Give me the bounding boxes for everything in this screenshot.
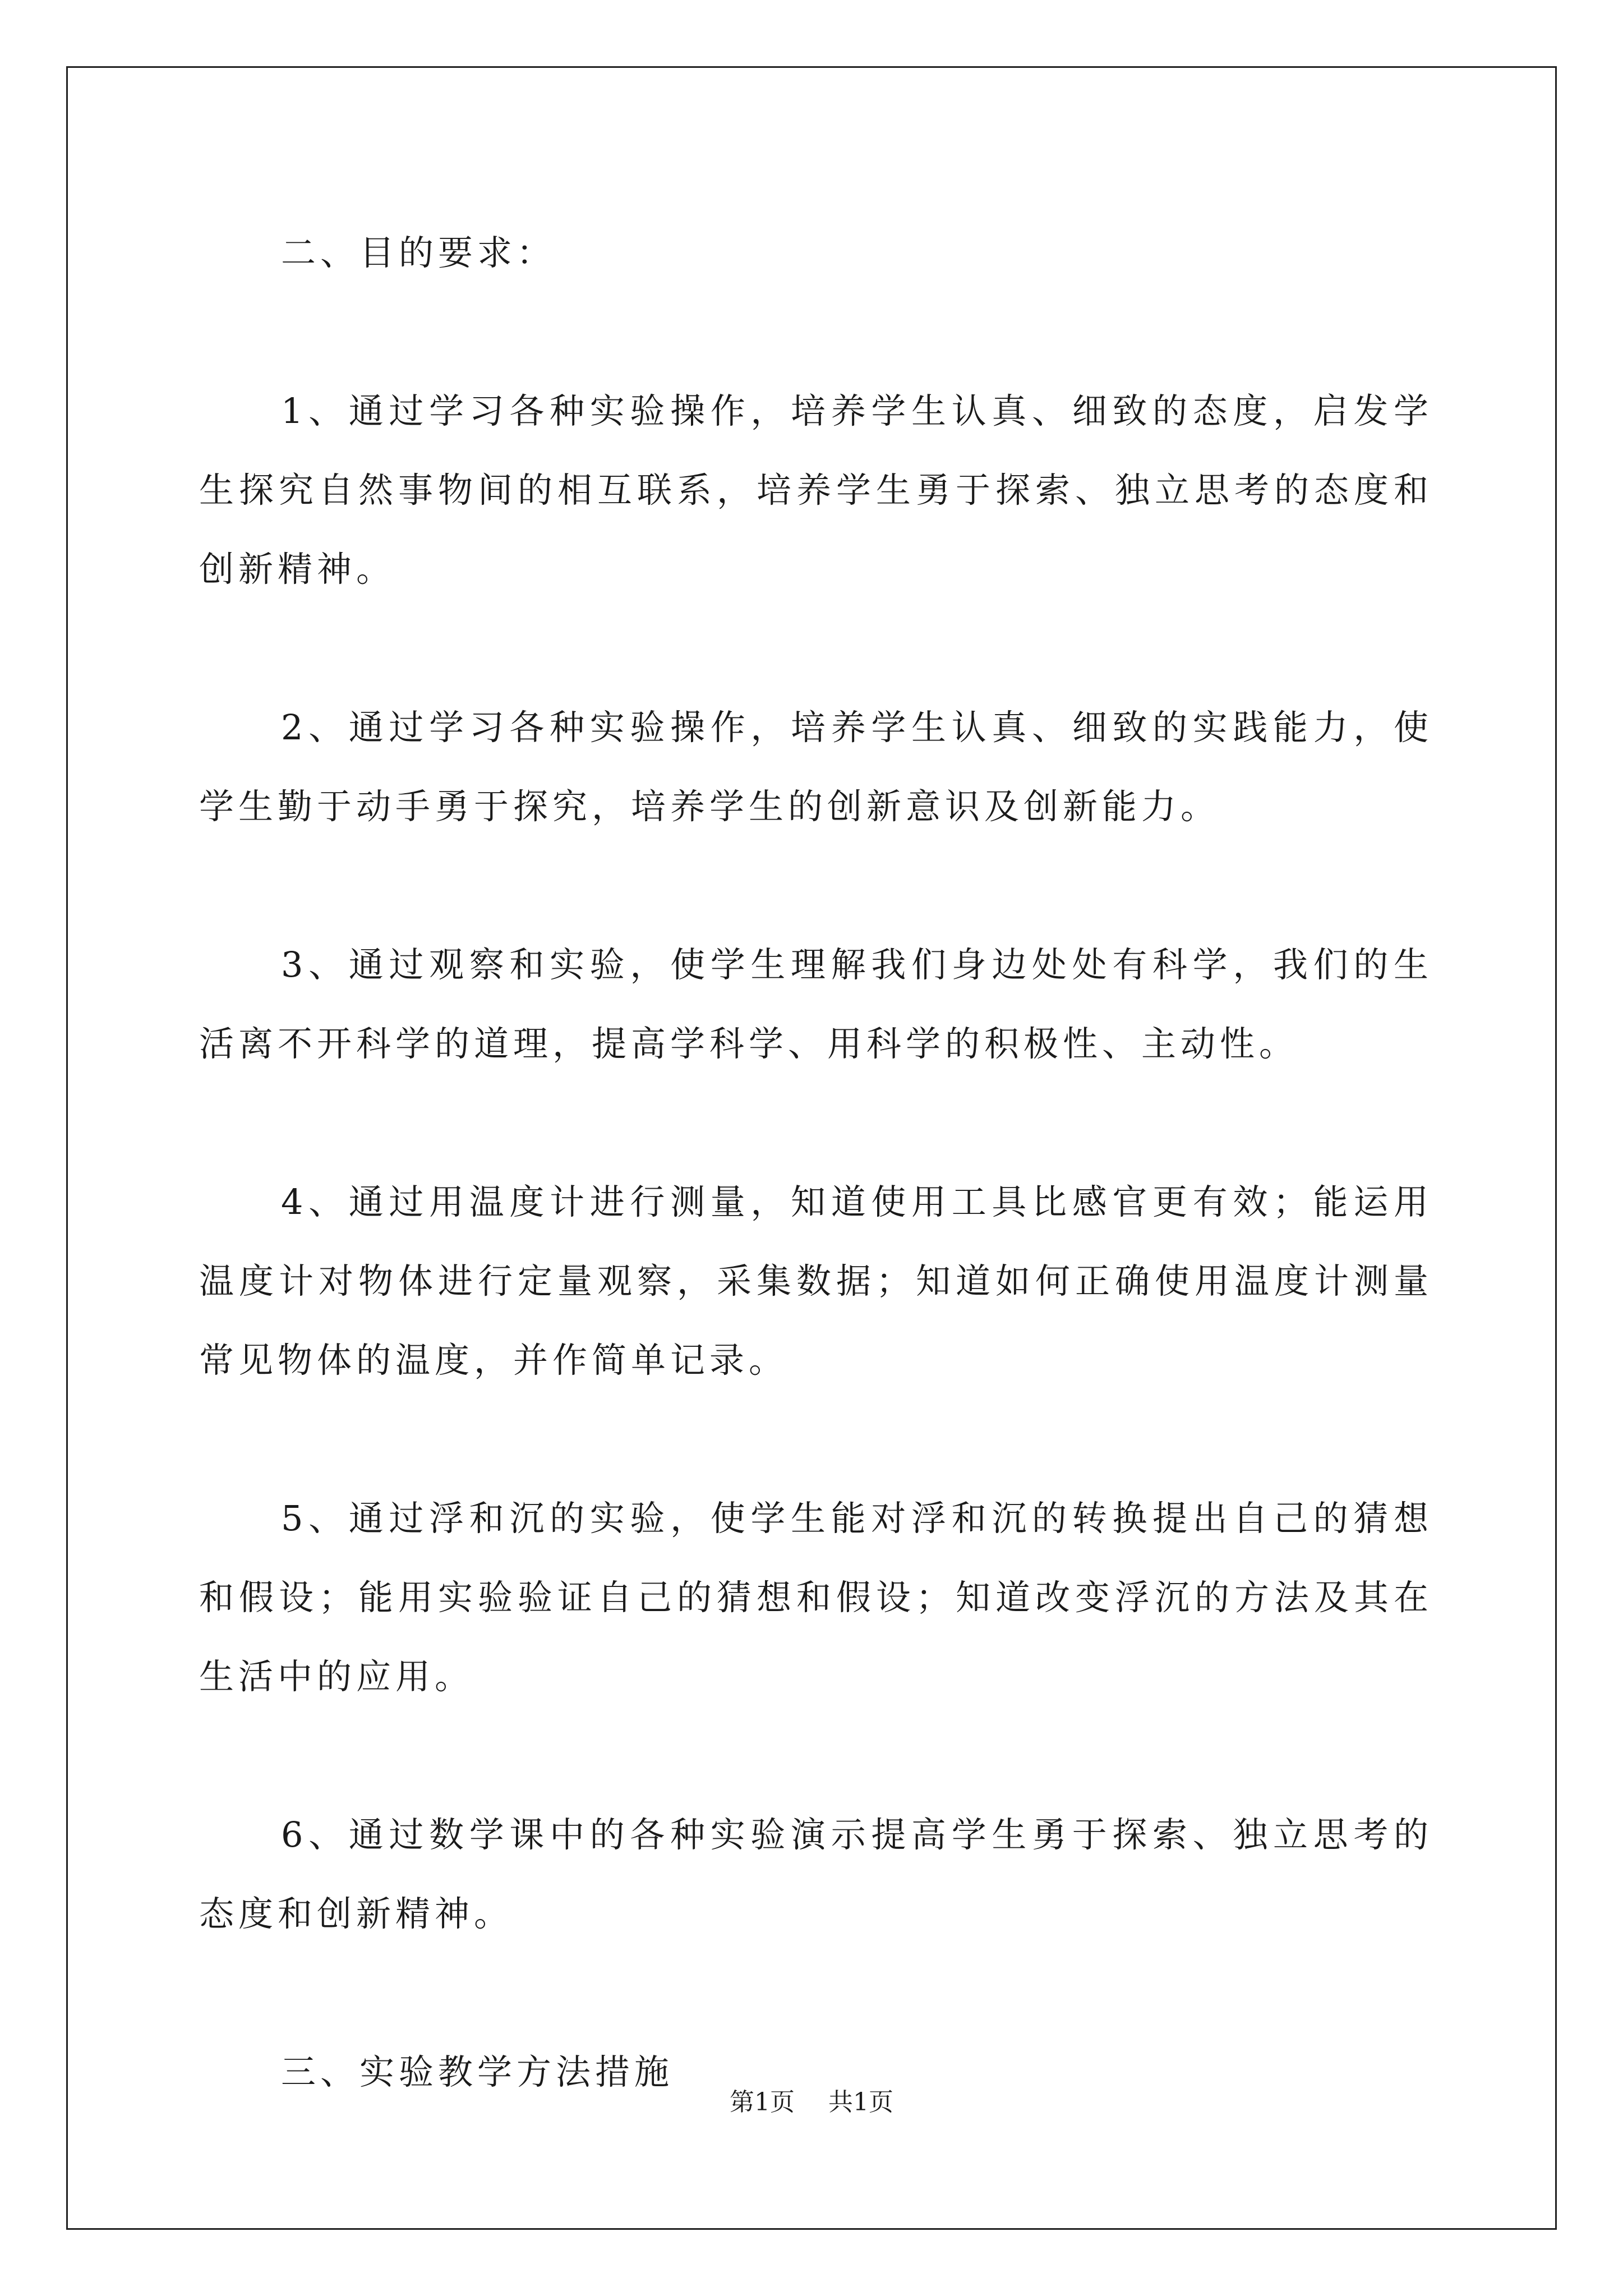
page-number: 第1页 <box>730 2088 795 2116</box>
paragraph-item-3: 3、通过观察和实验，使学生理解我们身边处处有科学，我们的生活离不开科学的道理，提高学科学、用科学的积极性、主动性。 <box>199 944 1433 1064</box>
section-heading-objectives: 二、目的要求： <box>281 232 556 273</box>
section-heading-methods: 三、实验教学方法措施 <box>281 2051 674 2092</box>
document-body <box>199 213 1433 2111</box>
paragraph-item-4: 4、通过用温度计进行测量，知道使用工具比感官更有效；能运用温度计对物体进行定量观察，采集数据；知道如何正确使用温度计测量常见物体的温度，并作简单记录。 <box>199 1181 1433 1381</box>
paragraph-item-1: 1、通过学习各种实验操作，培养学生认真、细致的态度，启发学生探究自然事物间的相互联系，培养学生勇于探索、独立思考的态度和创新精神。 <box>199 390 1433 590</box>
page-total: 共1页 <box>828 2088 893 2116</box>
paragraph-item-2: 2、通过学习各种实验操作，培养学生认真、细致的实践能力，使学生勤于动手勇于探究，培养学生的创新意识及创新能力。 <box>199 707 1433 827</box>
paragraph-item-6: 6、通过数学课中的各种实验演示提高学生勇于探索、独立思考的态度和创新精神。 <box>199 1814 1433 1934</box>
paragraph-item-5: 5、通过浮和沉的实验，使学生能对浮和沉的转换提出自己的猜想和假设；能用实验验证自己的猜想和假设；知道改变浮沉的方法及其在生活中的应用。 <box>199 1498 1433 1697</box>
page-footer <box>0 2086 1623 2119</box>
